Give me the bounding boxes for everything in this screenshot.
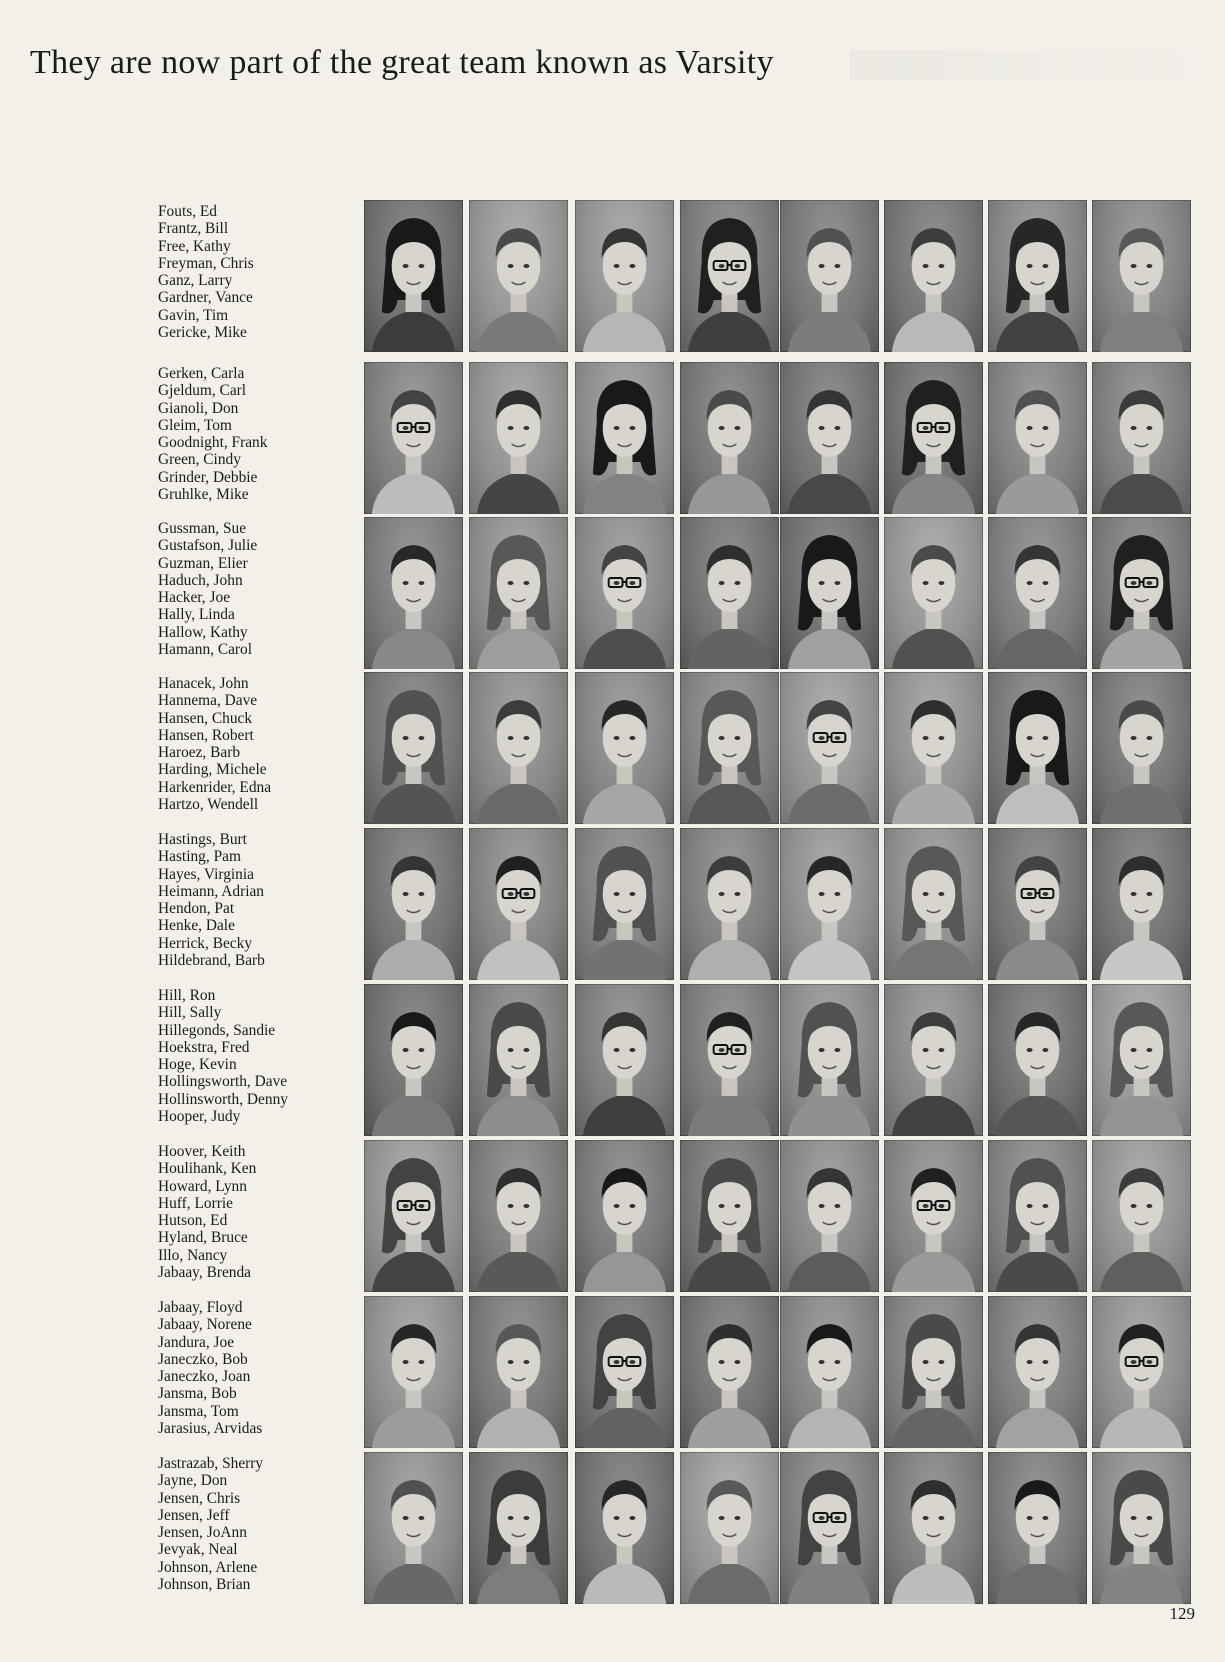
student-portrait: [575, 200, 674, 352]
student-portrait: [575, 984, 674, 1136]
name-list: [158, 1143, 358, 1281]
student-name: Janeczko, Joan: [158, 1368, 251, 1386]
bleed-through-shadow: [850, 50, 1210, 80]
student-portrait: [1092, 1296, 1191, 1448]
student-name: Henke, Dale: [158, 917, 235, 935]
student-portrait: [988, 1140, 1087, 1292]
student-portrait: [780, 828, 879, 980]
student-name: Hallow, Kathy: [158, 623, 248, 641]
student-portrait: [884, 1296, 983, 1448]
student-portrait: [1092, 672, 1191, 824]
student-portrait: [364, 1296, 463, 1448]
student-portrait: [884, 517, 983, 669]
student-portrait: [884, 672, 983, 824]
student-name: Hoekstra, Fred: [158, 1038, 250, 1056]
student-name: Jensen, JoAnn: [158, 1524, 247, 1542]
student-name: Hally, Linda: [158, 606, 235, 624]
student-portrait: [364, 362, 463, 514]
student-name: Hillegonds, Sandie: [158, 1021, 276, 1039]
student-portrait: [1092, 984, 1191, 1136]
student-name: Green, Cindy: [158, 451, 241, 469]
student-name: Goodnight, Frank: [158, 434, 268, 452]
student-name: Haduch, John: [158, 571, 243, 589]
student-name: Hayes, Virginia: [158, 865, 254, 883]
student-name: Jandura, Joe: [158, 1333, 235, 1351]
student-name: Gardner, Vance: [158, 289, 253, 307]
student-portrait: [469, 517, 568, 669]
student-name: Houlihank, Ken: [158, 1160, 257, 1178]
student-name: Jastrazab, Sherry: [158, 1455, 264, 1472]
name-list: [158, 831, 358, 969]
name-list: [158, 675, 358, 813]
student-name: Jensen, Jeff: [158, 1506, 230, 1524]
student-name: Gussman, Sue: [158, 520, 247, 537]
student-portrait: [680, 1452, 779, 1604]
student-name: Jensen, Chris: [158, 1489, 241, 1507]
student-portrait: [988, 1296, 1087, 1448]
student-name: Hoover, Keith: [158, 1143, 246, 1160]
student-name: Johnson, Arlene: [158, 1558, 258, 1576]
student-name: Jevyak, Neal: [158, 1541, 238, 1559]
student-name: Harkenrider, Edna: [158, 778, 272, 796]
student-name: Gustafson, Julie: [158, 537, 258, 555]
student-portrait: [988, 362, 1087, 514]
student-name: Howard, Lynn: [158, 1177, 247, 1195]
student-name: Hansen, Robert: [158, 726, 254, 744]
student-portrait: [780, 1140, 879, 1292]
student-portrait: [680, 1296, 779, 1448]
student-portrait: [884, 984, 983, 1136]
student-name: Jabaay, Floyd: [158, 1299, 243, 1316]
student-portrait: [780, 517, 879, 669]
student-portrait: [680, 200, 779, 352]
student-portrait: [988, 828, 1087, 980]
name-list: [158, 987, 358, 1125]
student-portrait: [680, 362, 779, 514]
student-name: Hasting, Pam: [158, 848, 241, 866]
name-list: [158, 1299, 358, 1437]
student-name: Gleim, Tom: [158, 416, 232, 434]
student-portrait: [884, 1140, 983, 1292]
student-portrait: [1092, 1452, 1191, 1604]
student-name: Hyland, Bruce: [158, 1229, 248, 1247]
student-name: Hooper, Judy: [158, 1108, 241, 1126]
student-portrait: [575, 672, 674, 824]
student-portrait: [364, 517, 463, 669]
student-name: Hastings, Burt: [158, 831, 247, 848]
student-name: Jansma, Tom: [158, 1402, 239, 1420]
student-name: Guzman, Elier: [158, 554, 248, 572]
student-name: Grinder, Debbie: [158, 468, 258, 486]
student-name: Gruhlke, Mike: [158, 486, 249, 504]
student-portrait: [469, 1296, 568, 1448]
student-portrait: [680, 517, 779, 669]
student-portrait: [575, 517, 674, 669]
student-portrait: [575, 1140, 674, 1292]
student-portrait: [1092, 362, 1191, 514]
student-name: Janeczko, Bob: [158, 1350, 248, 1368]
student-portrait: [680, 672, 779, 824]
student-portrait: [988, 984, 1087, 1136]
student-portrait: [1092, 1140, 1191, 1292]
student-portrait: [680, 828, 779, 980]
student-portrait: [469, 1140, 568, 1292]
page-number: 129: [1169, 1604, 1195, 1623]
student-name: Huff, Lorrie: [158, 1194, 233, 1212]
student-portrait: [469, 200, 568, 352]
student-portrait: [884, 1452, 983, 1604]
student-portrait: [680, 984, 779, 1136]
student-portrait: [469, 984, 568, 1136]
student-name: Hansen, Chuck: [158, 709, 253, 727]
name-list: [158, 1455, 358, 1593]
student-name: Gianoli, Don: [158, 399, 239, 417]
student-portrait: [469, 672, 568, 824]
student-name: Hollinsworth, Denny: [158, 1090, 288, 1108]
student-name: Jarasius, Arvidas: [158, 1420, 263, 1438]
student-name: Johnson, Brian: [158, 1576, 251, 1594]
student-name: Hamann, Carol: [158, 641, 253, 659]
student-name: Haroez, Barb: [158, 744, 241, 762]
student-name: Illo, Nancy: [158, 1246, 228, 1264]
student-name: Jabaay, Brenda: [158, 1264, 252, 1282]
student-portrait: [780, 362, 879, 514]
student-portrait: [988, 672, 1087, 824]
student-portrait: [780, 672, 879, 824]
student-portrait: [364, 984, 463, 1136]
student-name: Hanacek, John: [158, 675, 249, 692]
student-name: Gavin, Tim: [158, 306, 229, 324]
student-portrait: [780, 1452, 879, 1604]
student-name: Hacker, Joe: [158, 589, 231, 607]
student-name: Ganz, Larry: [158, 272, 233, 290]
student-portrait: [780, 1296, 879, 1448]
student-name: Hill, Sally: [158, 1004, 222, 1022]
page-title: They are now part of the great team known as Varsity: [30, 44, 774, 81]
student-name: Hartzo, Wendell: [158, 796, 259, 814]
student-portrait: [364, 1140, 463, 1292]
student-portrait: [364, 200, 463, 352]
student-portrait: [364, 828, 463, 980]
student-portrait: [575, 1296, 674, 1448]
student-portrait: [680, 1140, 779, 1292]
student-name: Free, Kathy: [158, 237, 231, 255]
name-list: [158, 365, 358, 503]
student-name: Heimann, Adrian: [158, 882, 264, 900]
student-name: Jayne, Don: [158, 1472, 228, 1490]
student-portrait: [1092, 517, 1191, 669]
student-portrait: [1092, 828, 1191, 980]
student-portrait: [884, 362, 983, 514]
student-name: Gjeldum, Carl: [158, 382, 247, 400]
student-name: Gericke, Mike: [158, 324, 247, 342]
student-portrait: [469, 828, 568, 980]
student-name: Harding, Michele: [158, 761, 267, 779]
student-name: Freyman, Chris: [158, 254, 254, 272]
student-portrait: [575, 1452, 674, 1604]
student-name: Jansma, Bob: [158, 1385, 237, 1403]
student-portrait: [1092, 200, 1191, 352]
student-portrait: [469, 362, 568, 514]
student-name: Jabaay, Norene: [158, 1316, 252, 1334]
student-name: Hutson, Ed: [158, 1212, 228, 1230]
student-portrait: [575, 828, 674, 980]
student-name: Hill, Ron: [158, 987, 216, 1004]
student-name: Frantz, Bill: [158, 220, 229, 238]
student-name: Hannema, Dave: [158, 692, 258, 710]
student-name: Fouts, Ed: [158, 203, 218, 220]
student-name: Herrick, Becky: [158, 934, 253, 952]
student-portrait: [364, 1452, 463, 1604]
student-name: Hildebrand, Barb: [158, 952, 265, 970]
student-portrait: [988, 200, 1087, 352]
student-portrait: [988, 517, 1087, 669]
name-list: [158, 520, 358, 658]
student-portrait: [884, 828, 983, 980]
student-portrait: [469, 1452, 568, 1604]
student-portrait: [364, 672, 463, 824]
student-name: Hoge, Kevin: [158, 1056, 237, 1074]
student-portrait: [780, 984, 879, 1136]
student-name: Hendon, Pat: [158, 900, 235, 918]
student-name: Hollingsworth, Dave: [158, 1073, 288, 1091]
student-portrait: [575, 362, 674, 514]
student-name: Gerken, Carla: [158, 365, 245, 382]
student-portrait: [780, 200, 879, 352]
student-portrait: [988, 1452, 1087, 1604]
student-portrait: [884, 200, 983, 352]
name-list: [158, 203, 358, 341]
